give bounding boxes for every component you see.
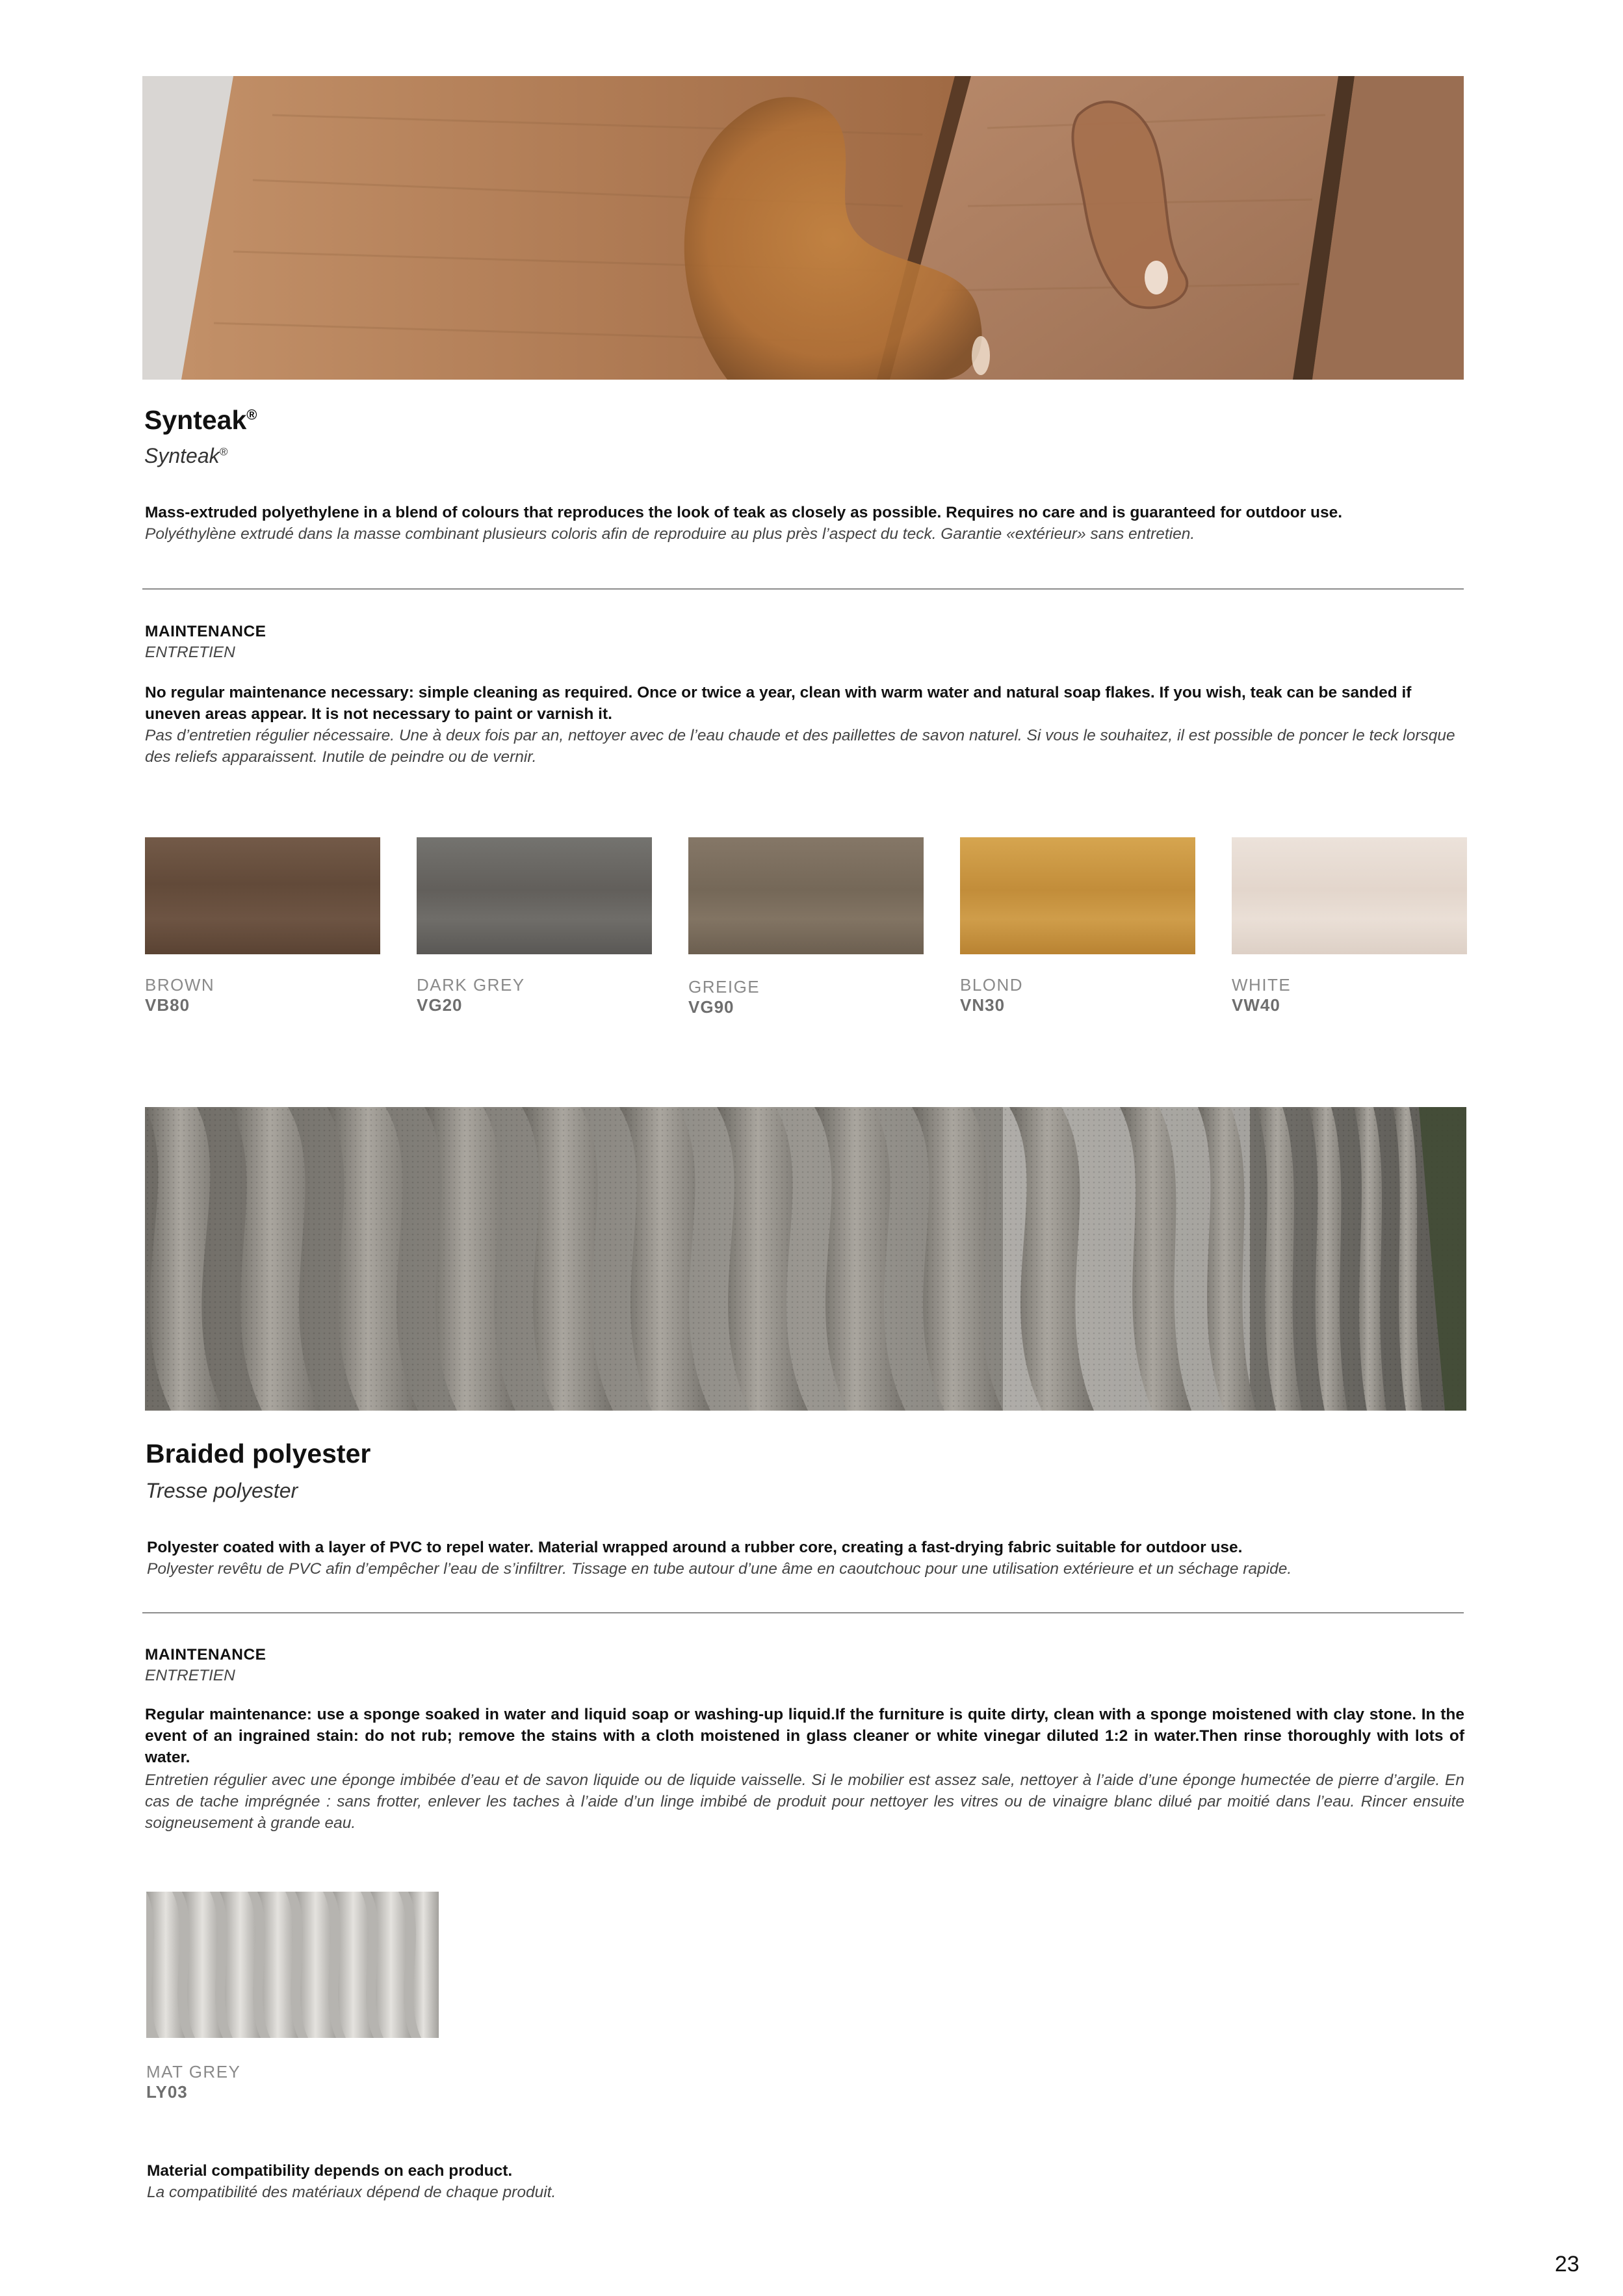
braided-description-fr: Polyester revêtu de PVC afin d’empêcher l’eau de s’infiltrer. Tissage en tube autour d’une âme en caoutchouc pour une utilisation extérieure et un séchage rapide. <box>147 1560 1292 1578</box>
swatch-dark-grey <box>417 837 652 954</box>
braided-maintenance-en: Regular maintenance: use a sponge soaked in water and liquid soap or washing-up liquid.If the furniture is quite dirty, clean with a sponge moistened with clay stone. In the event of an ingrained stain: do not rub; remove the stains with a cloth moistened in glass cleaner or white vinegar diluted 1:2 in water.Then rinse thoroughly with lots of water. <box>145 1706 1464 1766</box>
swatch-blond-code: VN30 <box>960 995 1006 1015</box>
swatch-white-code: VW40 <box>1232 995 1280 1015</box>
swatch-dark-grey-name: DARK GREY <box>417 975 525 995</box>
synteak-maintenance-heading-fr: ENTRETIEN <box>145 644 235 661</box>
swatch-white-name: WHITE <box>1232 975 1292 995</box>
synteak-subtitle-text: Synteak <box>144 444 220 467</box>
swatch-brown-name: BROWN <box>145 975 215 995</box>
braided-maintenance-heading-fr: ENTRETIEN <box>145 1667 235 1684</box>
synteak-subtitle <box>144 444 227 468</box>
swatch-mat-grey <box>146 1892 439 2038</box>
synteak-divider <box>142 588 1464 590</box>
swatch-greige-name: GREIGE <box>688 977 760 997</box>
synteak-maintenance-fr: Pas d’entretien régulier nécessaire. Une à deux fois par an, nettoyer avec de l’eau chaude et des paillettes de savon naturel. Si vous le souhaitez, il est possible de poncer le teck lorsque des reliefs apparaissent. Inutile de peindre ou de vernir. <box>145 727 1455 766</box>
synteak-subtitle-mark: ® <box>219 445 228 458</box>
swatch-mat-grey-code: LY03 <box>146 2082 188 2102</box>
synteak-maintenance-en: No regular maintenance necessary: simple cleaning as required. Once or twice a year, clean with warm water and natural soap flakes. If you wish, teak can be sanded if uneven areas appear. It is not necessary to paint or varnish it. <box>145 684 1412 723</box>
swatch-blond-name: BLOND <box>960 975 1024 995</box>
synteak-title-text: Synteak <box>144 405 247 435</box>
synteak-description-en: Mass-extruded polyethylene in a blend of colours that reproduces the look of teak as closely as possible. Requires no care and is guaranteed for outdoor use. <box>145 504 1343 521</box>
swatch-brown <box>145 837 380 954</box>
swatch-dark-grey-code: VG20 <box>417 995 463 1015</box>
synteak-title <box>144 405 257 436</box>
braided-hero-image <box>145 1107 1466 1411</box>
swatch-mat-grey-name: MAT GREY <box>146 2062 241 2081</box>
synteak-title-mark: ® <box>246 406 257 423</box>
braided-divider <box>142 1612 1464 1613</box>
synteak-hero-image <box>142 76 1464 380</box>
braided-maintenance-fr: Entretien régulier avec une éponge imbibée d’eau et de savon liquide ou de liquide vaisselle. Si le mobilier est assez sale, nettoyer à l’aide d’une éponge humectée de pierre d’argile. En cas de tache imprégnée : sans frotter, enlever les taches à l’aide d’un linge imbibé de produit pour nettoyer les vitres ou de vinaigre blanc dilué par moitié dans l’eau. Rincer ensuite soigneusement à grande eau. <box>145 1771 1464 1832</box>
braided-description-en: Polyester coated with a layer of PVC to repel water. Material wrapped around a rubber core, creating a fast-drying fabric suitable for outdoor use. <box>147 1539 1243 1556</box>
braided-maintenance-heading: MAINTENANCE <box>145 1646 266 1663</box>
swatch-greige-code: VG90 <box>688 997 734 1017</box>
compatibility-note-en: Material compatibility depends on each product. <box>147 2162 513 2180</box>
swatch-white <box>1232 837 1467 954</box>
braided-subtitle: Tresse polyester <box>146 1479 298 1502</box>
swatch-brown-code: VB80 <box>145 995 190 1015</box>
synteak-description-fr: Polyéthylène extrudé dans la masse combinant plusieurs coloris afin de reproduire au plus près l’aspect du teck. Garantie «extérieur» sans entretien. <box>145 525 1195 543</box>
swatch-greige <box>688 837 924 954</box>
braided-title: Braided polyester <box>146 1439 371 1468</box>
compatibility-note-fr: La compatibilité des matériaux dépend de chaque produit. <box>147 2184 556 2201</box>
synteak-maintenance-heading: MAINTENANCE <box>145 623 266 640</box>
swatch-blond <box>960 837 1195 954</box>
page-number: 23 <box>1555 2252 1579 2276</box>
